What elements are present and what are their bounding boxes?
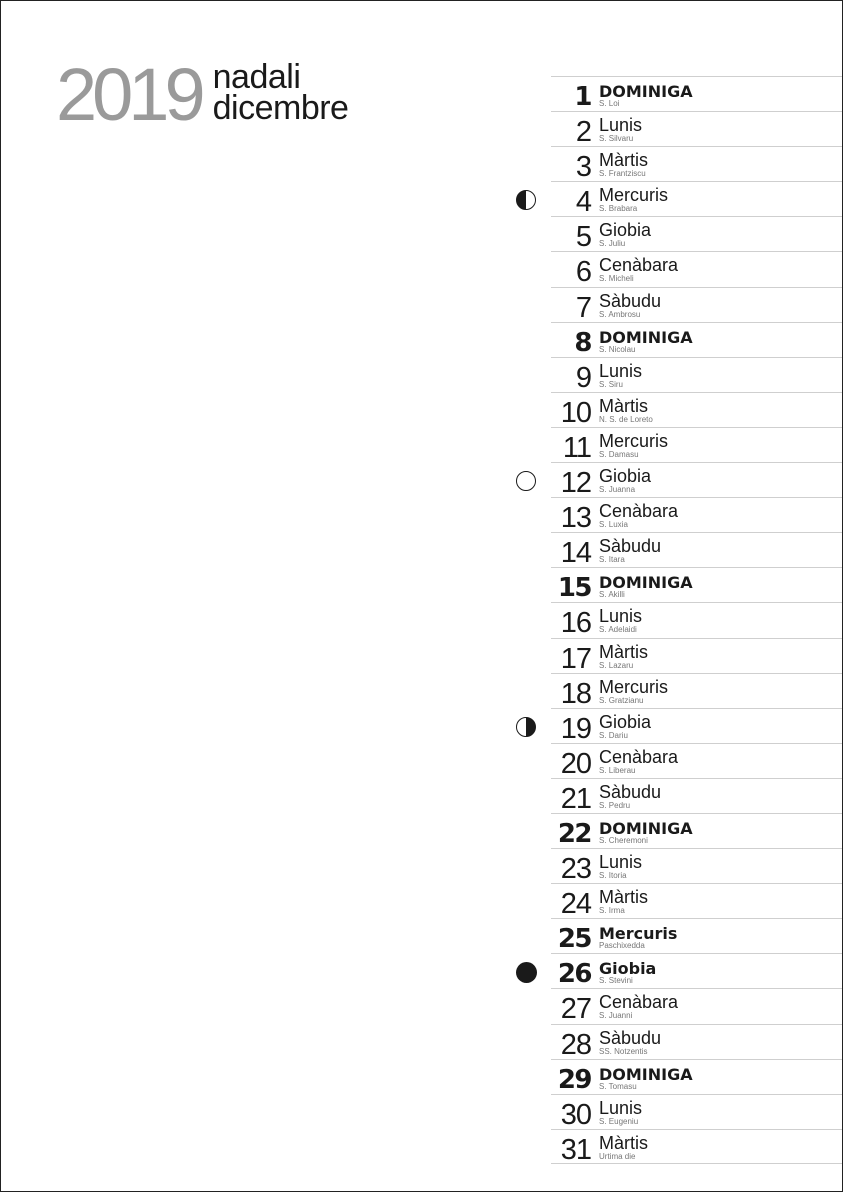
weekday-name: Cenàbara <box>599 992 679 1013</box>
saint-name: N. S. de Loreto <box>599 414 653 424</box>
saint-name: S. Akilli <box>599 590 625 600</box>
weekday-name: DOMINIGA <box>599 573 693 593</box>
saint-name: S. Stevini <box>599 976 633 986</box>
weekday-name: DOMINIGA <box>599 1064 693 1084</box>
day-row <box>551 1094 842 1129</box>
day-number: 1 <box>574 82 591 112</box>
day-number: 25 <box>557 924 591 955</box>
day-row <box>551 146 842 184</box>
day-number: 19 <box>560 712 591 745</box>
day-number: 26 <box>557 959 591 990</box>
day-row <box>551 988 842 1026</box>
month-name-italian: dicembre <box>212 89 349 127</box>
weekday-name: Lunis <box>599 360 643 381</box>
saint-name: S. Luxia <box>599 520 628 530</box>
day-row <box>551 462 842 500</box>
saint-name: S. Juanni <box>599 1011 633 1021</box>
day-row <box>551 953 842 988</box>
saint-name: Urtima die <box>599 1151 636 1161</box>
day-number: 29 <box>557 1064 591 1095</box>
saint-name: S. Gratzianu <box>599 695 644 705</box>
day-number: 21 <box>560 782 591 815</box>
weekday-name: Giobia <box>599 466 652 487</box>
day-number: 4 <box>575 186 591 219</box>
saint-name: S. Irma <box>599 906 625 916</box>
saint-name: S. Ambrosu <box>599 309 641 319</box>
day-number: 31 <box>560 1133 591 1166</box>
day-row <box>551 76 842 111</box>
last-quarter-moon-icon <box>516 717 536 737</box>
weekday-name: Sàbudu <box>599 290 662 311</box>
day-row <box>551 427 842 462</box>
day-number: 15 <box>557 573 591 604</box>
day-row <box>551 673 842 708</box>
day-number: 8 <box>574 327 591 358</box>
day-row <box>551 708 842 743</box>
weekday-name: Giobia <box>599 220 652 241</box>
saint-name: S. Liberau <box>599 765 636 775</box>
day-number: 11 <box>562 431 591 464</box>
day-number: 7 <box>575 291 591 324</box>
weekday-name: Mercuris <box>599 185 669 206</box>
weekday-name: DOMINIGA <box>599 82 693 101</box>
weekday-name: Màrtis <box>599 395 648 416</box>
weekday-name: Màrtis <box>599 641 648 662</box>
weekday-name: Cenàbara <box>599 746 679 767</box>
weekday-name: Giobia <box>599 711 652 732</box>
day-row <box>551 216 842 254</box>
day-row <box>551 778 842 813</box>
day-row <box>551 181 842 219</box>
weekday-name: Màrtis <box>599 1132 648 1153</box>
day-row <box>551 532 842 570</box>
month-titles <box>212 58 349 127</box>
day-number: 17 <box>560 642 591 675</box>
day-row <box>551 322 842 357</box>
day-row <box>551 392 842 427</box>
day-list <box>551 76 842 1164</box>
saint-name: Paschixedda <box>599 941 645 951</box>
weekday-name: Sàbudu <box>599 781 662 802</box>
saint-name: S. Brabara <box>599 204 638 214</box>
day-number: 24 <box>560 888 591 921</box>
day-row <box>551 848 842 886</box>
weekday-name: Màrtis <box>599 887 648 908</box>
saint-name: S. Itara <box>599 555 625 565</box>
day-row <box>551 111 842 149</box>
weekday-name: Lunis <box>599 606 643 627</box>
weekday-name: DOMINIGA <box>599 327 693 347</box>
full-moon-icon <box>516 471 536 491</box>
day-number: 30 <box>560 1098 591 1131</box>
saint-name: S. Loi <box>599 99 620 108</box>
day-number: 27 <box>560 993 591 1026</box>
day-row <box>551 918 842 953</box>
day-row <box>551 813 842 848</box>
day-number: 10 <box>560 396 591 429</box>
saint-name: S. Lazaru <box>599 660 634 670</box>
weekday-name: Lunis <box>599 115 643 136</box>
saint-name: S. Frantziscu <box>599 169 646 179</box>
saint-name: S. Pedru <box>599 800 631 810</box>
weekday-name: Cenàbara <box>599 501 679 522</box>
weekday-name: Giobia <box>599 959 657 979</box>
weekday-name: Sàbudu <box>599 1027 662 1048</box>
weekday-name: Mercuris <box>599 430 669 451</box>
day-number: 12 <box>560 467 591 500</box>
month-name-sardinian: nadali <box>212 58 301 96</box>
calendar-header <box>56 53 349 136</box>
day-number: 28 <box>560 1028 591 1061</box>
day-number: 18 <box>560 677 591 710</box>
saint-name: S. Tomasu <box>599 1081 637 1091</box>
saint-name: S. Micheli <box>599 274 634 284</box>
weekday-name: Mercuris <box>599 676 669 697</box>
day-row <box>551 357 842 392</box>
weekday-name: Cenàbara <box>599 255 679 276</box>
day-number: 2 <box>575 116 591 149</box>
day-number: 20 <box>560 747 591 780</box>
day-row <box>551 602 842 640</box>
saint-name: S. Damasu <box>599 449 639 459</box>
day-row <box>551 1024 842 1059</box>
weekday-name: Lunis <box>599 1097 643 1118</box>
saint-name: S. Juanna <box>599 485 636 495</box>
saint-name: SS. Notzentis <box>599 1046 648 1056</box>
saint-name: S. Juliu <box>599 239 626 249</box>
day-row <box>551 638 842 673</box>
day-row <box>551 287 842 322</box>
day-row <box>551 251 842 289</box>
weekday-name: Màrtis <box>599 150 648 171</box>
saint-name: S. Dariu <box>599 730 628 740</box>
weekday-name: Lunis <box>599 852 643 873</box>
day-row <box>551 1129 842 1164</box>
saint-name: S. Eugeniu <box>599 1116 639 1126</box>
day-number: 5 <box>575 221 591 254</box>
weekday-name: Sàbudu <box>599 536 662 557</box>
day-number: 16 <box>560 607 591 640</box>
day-number: 13 <box>560 502 591 535</box>
saint-name: S. Siru <box>599 379 624 389</box>
saint-name: S. Adelaidi <box>599 625 637 635</box>
saint-name: S. Cheremoni <box>599 835 648 845</box>
day-number: 9 <box>575 361 591 394</box>
day-number: 3 <box>575 151 591 184</box>
day-row <box>551 497 842 535</box>
day-number: 22 <box>557 818 591 849</box>
saint-name: S. Nicolau <box>599 344 636 354</box>
day-row <box>551 883 842 921</box>
day-row <box>551 1059 842 1094</box>
saint-name: S. Silvaru <box>599 134 634 144</box>
day-row <box>551 743 842 778</box>
day-number: 23 <box>560 853 591 886</box>
weekday-name: DOMINIGA <box>599 818 693 838</box>
saint-name: S. Itoria <box>599 871 627 881</box>
weekday-name: Mercuris <box>599 924 678 944</box>
day-number: 14 <box>560 537 591 570</box>
day-number: 6 <box>575 256 591 289</box>
year-title: 2019 <box>56 53 201 136</box>
day-row <box>551 567 842 602</box>
